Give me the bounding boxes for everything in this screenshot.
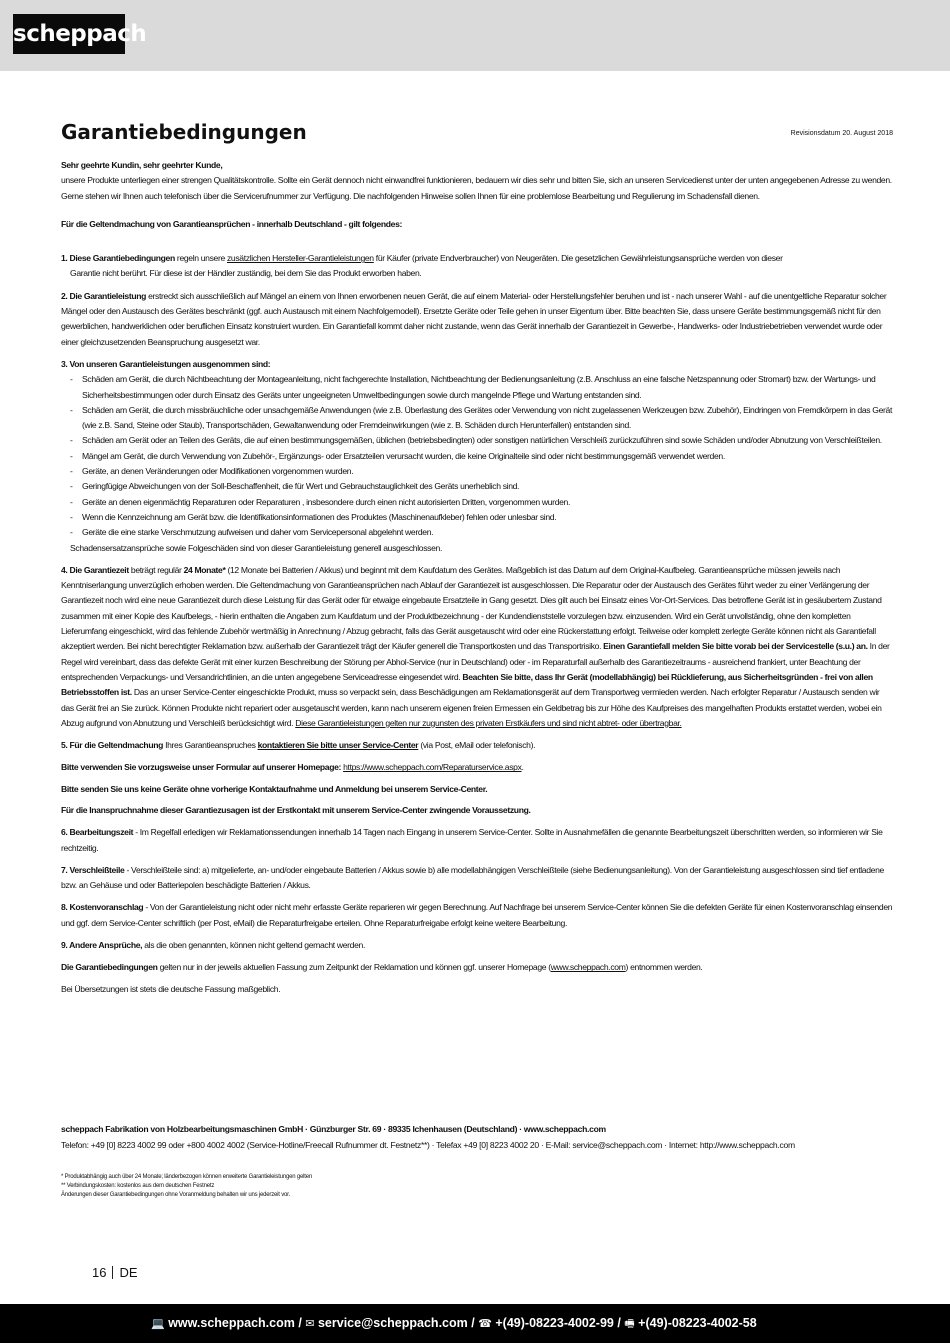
website-link[interactable]: www.scheppach.com / xyxy=(168,1316,302,1330)
manufacturer-warranty-link[interactable]: zusätzlichen Hersteller-Garantieleistungen xyxy=(226,253,374,264)
section-8 xyxy=(61,900,893,931)
section-7 xyxy=(61,863,893,894)
page-language: DE xyxy=(119,1265,138,1280)
repair-service-link[interactable]: https://www.scheppach.com/Reparaturservice.aspx xyxy=(343,762,522,773)
section-9-text: als die oben genannten, können nicht geltend gemacht werden. xyxy=(142,940,365,951)
page-number-value: 16 xyxy=(92,1265,107,1280)
warranty-period: 24 Monate* xyxy=(183,564,226,575)
section-8-text: - Von der Garantieleistung nicht oder nicht mehr erfasste Geräte reparieren wir gegen Berechnung. Auf Nachfrage bei unserem Service-Center können Sie die defekten Geräte für einen Kostenvoranschlag einsenden und ggf. dem Service-Center schriftlich (per Post, eMail) die Reparaturfreigabe erteilen. Ohne Reparaturfreigabe erfolgt keine weitere Bearbeitung. xyxy=(61,902,893,928)
section-5-text-b: (via Post, eMail oder telefonisch). xyxy=(418,740,536,751)
list-item: - Wenn die Kennzeichnung am Gerät bzw. die Identifikationsinformationen des Produktes (Maschinenaufkleber) fehlen oder unlesbar sind. xyxy=(70,510,893,525)
section-5 xyxy=(61,738,893,753)
footnote: Änderungen dieser Garantiebedingungen ohne Voranmeldung behalten wir uns jederzeit vor. xyxy=(61,1192,291,1198)
section-2 xyxy=(61,289,893,350)
homepage-link[interactable]: www.scheppach.com xyxy=(550,962,626,973)
first-contact-notice: Für die Inanspruchnahme dieser Garantiezusagen ist der Erstkontakt mit unserem Service-Center zwingende Voraussetzung. xyxy=(61,804,531,815)
validity-text-b: ) entnommen werden. xyxy=(625,962,703,973)
section-6-lead: 6. Bearbeitungszeit xyxy=(61,827,134,838)
document-body xyxy=(61,158,893,997)
company-contact: Telefon: +49 [0] 8223 4002 99 oder +800 4002 4002 (Service-Hotline/Freecall Rufnummer dt. Festnetz**) · Telefax +49 [0] 8223 4002 20 · E-Mail: service@scheppach.com · Internet: http://www.scheppach.com xyxy=(61,1140,795,1150)
document-content xyxy=(61,118,893,997)
section-8-lead: 8. Kostenvoranschlag xyxy=(61,902,144,913)
intro-paragraph: unsere Produkte unterliegen einer strengen Qualitätskontrolle. Sollte ein Gerät dennoch nicht einwandfrei funktionieren, bedauern wir dies sehr und bitten Sie, sich an unseren Servicedienst unter der unten angegebenen Adresse zu wenden. Gerne stehen wir Ihnen auch telefonisch über die Servicerufnummer zur Verfügung. Die nachfolgenden Hinweise sollen Ihnen für eine problemlose Bearbeitung und Regulierung im Schadensfall dienen. xyxy=(61,175,892,201)
section-7-text: - Verschleißteile sind: a) mitgelieferte, an- und/oder eingebaute Batterien / Akkus sowie b) alle modellabhängigen Verschleißteile (siehe Bedienungsanleitung). Von der Garantieleistung ausgeschlossen sind tief entladene bzw. an Gehäuse und oder Batteriepolen beschädigte Batterien / Akkus. xyxy=(61,864,884,891)
scope-heading: Für die Geltendmachung von Garantieansprüchen - innerhalb Deutschland - gilt folgendes: xyxy=(61,218,403,229)
section-4 xyxy=(61,563,893,731)
contact-line xyxy=(151,1304,757,1344)
fax-icon: 🖷 xyxy=(624,1318,635,1330)
section-3 xyxy=(61,357,893,556)
section-4-notice: Einen Garantiefall melden Sie bitte vorab bei der Servicestelle (s.u.) an. xyxy=(603,641,868,652)
validity-text-a: gelten nur in der jeweils aktuellen Fassung zum Zeitpunkt der Reklamation und können ggf. unserer Homepage ( xyxy=(157,962,551,973)
list-item: - Schäden am Gerät, die durch Nichtbeachtung der Montageanleitung, nicht fachgerechte Installation, Nichtbeachtung der Bedienungsanleitung (z.B. Anschluss an eine falsche Netzspannung oder Stromart) bzw. der Wartungs- und Sicherheitsbestimmungen oder durch Einsatz des Geräts unter ungeeigneten Umweltbedingungen sowie durch mangelnde Pflege und Wartung entstanden sind. xyxy=(70,372,893,403)
validity-note xyxy=(61,960,893,975)
section-7-lead: 7. Verschleißteile xyxy=(61,864,125,875)
section-4-text-a: beträgt regulär xyxy=(128,564,184,575)
section-4-restriction: Diese Garantieleistungen gelten nur zugunsten des privaten Erstkäufers und sind nicht abtret- oder übertragbar. xyxy=(295,717,682,728)
top-bar xyxy=(0,0,950,71)
section-4-text-g: Das an unser Service-Center eingeschickte Produkt, muss so verpackt sein, dass Beschädigungen am Reklamationsgerät auf dem Transportweg vermieden werden. Nach erfolgter Reparatur / Austausch senden wir das Gerät frei an Sie zurück. Können Produkte nicht repariert oder ausgetauscht werden, kann nach unserem eigenen freien Ermessen ein Geldbetrag bis zur Höhe des Kaufpreises des mangelhaften Produkts erstattet werden, wobei ein Abzug aufgrund von Abnutzung und Verschleiß berücksichtigt wird. xyxy=(61,687,882,728)
section-5-lead: 5. Für die Geltendmachung xyxy=(61,740,164,751)
section-1-lead: 1. Diese Garantiebedingungen xyxy=(61,253,175,264)
bottom-contact-bar xyxy=(0,1304,950,1343)
page-number xyxy=(92,1265,138,1280)
form-line-text: Bitte verwenden Sie vorzugsweise unser Formular auf unserer Homepage: xyxy=(61,762,342,773)
footnote: ** Verbindungskosten: kostenlos aus dem deutschen Festnetz xyxy=(61,1183,215,1189)
revision-date: Revisionsdatum 20. August 2018 xyxy=(790,130,893,137)
section-5-text-a: Ihres Garantieanspruches xyxy=(163,740,258,751)
section-4-text-e: In der Regel wird vereinbart, dass das defekte Gerät mit einer kurzen Beschreibung der Störung per Abhol-Service (nur in Deutschland) oder - im Reparaturfall außerhalb des Garantiezeitraums - ausreichend frankiert, unter Beachtung der entsprechenden Verpackungs- und Versandrichtlinien, an die unten angegebene Serviceadresse eingesendet wird. xyxy=(61,641,890,682)
greeting: Sehr geehrte Kundin, sehr geehrter Kunde, xyxy=(61,160,223,170)
list-item: - Mängel am Gerät, die durch Verwendung von Zubehör-, Ergänzungs- oder Ersatzteilen verursacht wurden, die keine Originalteile sind oder nicht bestimmungsgemäß verwendet werden. xyxy=(70,449,893,464)
exclusions-list xyxy=(61,372,893,540)
section-9-lead: 9. Andere Ansprüche, xyxy=(61,940,143,951)
computer-icon: 💻 xyxy=(151,1318,165,1330)
fax-number: +(49)-08223-4002-58 xyxy=(638,1316,757,1330)
page-title: Garantiebedingungen xyxy=(61,120,307,144)
list-item: - Geräte, an denen Veränderungen oder Modifikationen vorgenommen wurden. xyxy=(70,464,893,479)
separator xyxy=(112,1266,113,1279)
section-6 xyxy=(61,825,893,856)
phone-number[interactable]: +(49)-08223-4002-99 / xyxy=(495,1316,621,1330)
list-item: - Schäden am Gerät, die durch missbräuchliche oder unsachgemäße Anwendungen (wie z.B. Überlastung des Gerätes oder Verwendung von nicht zugelassenen Werkzeugen bzw. Zubehör), Eindringen von Fremdkörpern in das Gerät (wie z.B. Sand, Steine oder Staub), Transportschäden, Gewaltanwendung oder Fremdeinwirkungen (wie z. B. Schäden durch Herunterfallen) entstanden sind. xyxy=(70,403,893,434)
section-4-text-c: (12 Monate bei Batterien / Akkus) und beginnt mit dem Kaufdatum des Gerätes. Maßgeblich ist das Datum auf dem Original-Kaufbeleg. Garantieansprüche müssen jeweils nach Kenntniserlangung unverzüglich erhoben werden. Die Geltendmachung von Garantieansprüchen nach Ablauf der Garantiezeit ist ausgeschlossen. Die Reparatur oder der Austausch des Gerätes führt weder zu einer Verlängerung der Garantiezeit noch wird eine neue Garantiezeit durch diese Leistung für das Gerät oder für etwaige eingebaute Ersatzteile in Gang gesetzt. Dies gilt auch bei Einsatz eines Vor-Ort-Services. Das betroffene Gerät ist in gesäubertem Zustand zusammen mit einer Kopie des Kaufbelegs, - hierin enthalten die Angaben zum Kaufdatum und der Produktbezeichnung - der Kundendienststelle vorzulegen bzw. einzusenden. Wird ein Gerät unvollständig, ohne den kompletten Lieferumfang eingeschickt, wird das fehlende Zubehör wertmäßig in Anrechnung / Abzug gebracht, falls das Gerät ausgetauscht wird oder eine Rückerstattung erfolgt. Teilweise oder komplett zerlegte Geräte können nicht als Garantiefall akzeptiert werden. Bei nicht berechtigter Reklamation bzw. außerhalb der Garantiezeit trägt der Käufer generell die Transportkosten und das Transportrisiko. xyxy=(61,564,882,652)
section-6-text: - Im Regelfall erledigen wir Reklamationssendungen innerhalb 14 Tagen nach Eingang in unserem Service-Center. Sollte in Ausnahmefällen die genannte Bearbeitungszeit überschritten werden, so informieren wir Sie rechtzeitig. xyxy=(61,827,883,853)
section-1-text-c: Garantie nicht berührt. Für diese ist der Händler zuständig, bei dem Sie das Produkt erworben haben. xyxy=(70,268,422,279)
scheppach-logo: scheppach xyxy=(13,14,125,54)
section-9 xyxy=(61,938,893,953)
list-item: - Geräte die eine starke Verschmutzung aufweisen und daher vom Servicepersonal abgelehnt werden. xyxy=(70,525,893,540)
phone-icon: ☎ xyxy=(478,1318,492,1330)
form-line-end: . xyxy=(521,762,524,773)
company-address: scheppach Fabrikation von Holzbearbeitungsmaschinen GmbH · Günzburger Str. 69 · 89335 Ichenhausen (Deutschland) · www.scheppach.com xyxy=(61,1124,606,1134)
section-4-safety: Beachten Sie bitte, dass Ihr Gerät (modellabhängig) bei Rücklieferung, aus Sicherheitsgründen - frei von allen Betriebsstoffen ist. xyxy=(61,671,873,698)
section-4-lead: 4. Die Garantiezeit xyxy=(61,564,129,575)
section-2-lead: 2. Die Garantieleistung xyxy=(61,290,147,301)
mail-icon: ✉ xyxy=(305,1318,315,1330)
footnote: * Produktabhängig auch über 24 Monate; länderbezogen können erweiterte Garantieleistungen gelten xyxy=(61,1174,312,1180)
section-3-lead: 3. Von unseren Garantieleistungen ausgenommen sind: xyxy=(61,358,271,369)
list-item: - Geringfügige Abweichungen von der Soll-Beschaffenheit, die für Wert und Gebrauchstauglichkeit des Geräts unerheblich sind. xyxy=(70,479,893,494)
email-link[interactable]: service@scheppach.com / xyxy=(317,1316,475,1330)
section-1 xyxy=(61,251,893,282)
no-send-notice: Bitte senden Sie uns keine Geräte ohne vorherige Kontaktaufnahme und Anmeldung bei unserem Service-Center. xyxy=(61,783,488,794)
footnotes xyxy=(61,1173,893,1200)
section-2-text: erstreckt sich ausschließlich auf Mängel an einem von Ihnen erworbenen neuen Gerät, die auf einem Material- oder Herstellungsfehler beruhen und ist - nach unserer Wahl - auf die unentgeltliche Reparatur solcher Mängel oder den Austausch des Gerätes beschränkt (ggf. auch Austausch mit einem Nachfolgemodell). Ersetzte Geräte oder Teile gehen in unser Eigentum über. Bitte beachten Sie, dass unsere Geräte bestimmungsgemäß nicht für den gewerblichen, handwerklichen oder beruflichen Einsatz konstruiert wurden. Ein Garantiefall kommt daher nicht zustande, wenn das Gerät innerhalb der Garantiezeit in Gewerbe-, Handwerks- oder Industriebetrieben verwendet wurde oder einer gleichzusetzenden Beanspruchung ausgesetzt war. xyxy=(61,290,887,347)
list-item: - Schäden am Gerät oder an Teilen des Geräts, die auf einen bestimmungsgemäßen, üblichen (betriebsbedingten) oder sonstigen natürlichen Verschleiß zurückzuführen sind sowie Schäden und/oder Abnutzung von Verschleißteilen. xyxy=(70,433,893,448)
section-3-tail: Schadensersatzansprüche sowie Folgeschäden sind von dieser Garantieleistung generell ausgeschlossen. xyxy=(70,542,443,553)
section-1-text-a: regeln unsere xyxy=(174,253,227,264)
company-info xyxy=(61,1121,893,1153)
contact-service-center-link[interactable]: kontaktieren Sie bitte unser Service-Center xyxy=(257,740,419,751)
translation-note: Bei Übersetzungen ist stets die deutsche Fassung maßgeblich. xyxy=(61,983,281,994)
form-line xyxy=(61,760,893,775)
list-item: - Geräte an denen eigenmächtig Reparaturen oder Reparaturen , insbesondere durch einen nicht autorisierten Dritten, vorgenommen wurden. xyxy=(70,495,893,510)
validity-lead: Die Garantiebedingungen xyxy=(61,962,158,973)
section-1-text-b: für Käufer (private Endverbraucher) von Neugeräten. Die gesetzlichen Gewährleistungsansprüche werden von dieser xyxy=(373,253,783,264)
